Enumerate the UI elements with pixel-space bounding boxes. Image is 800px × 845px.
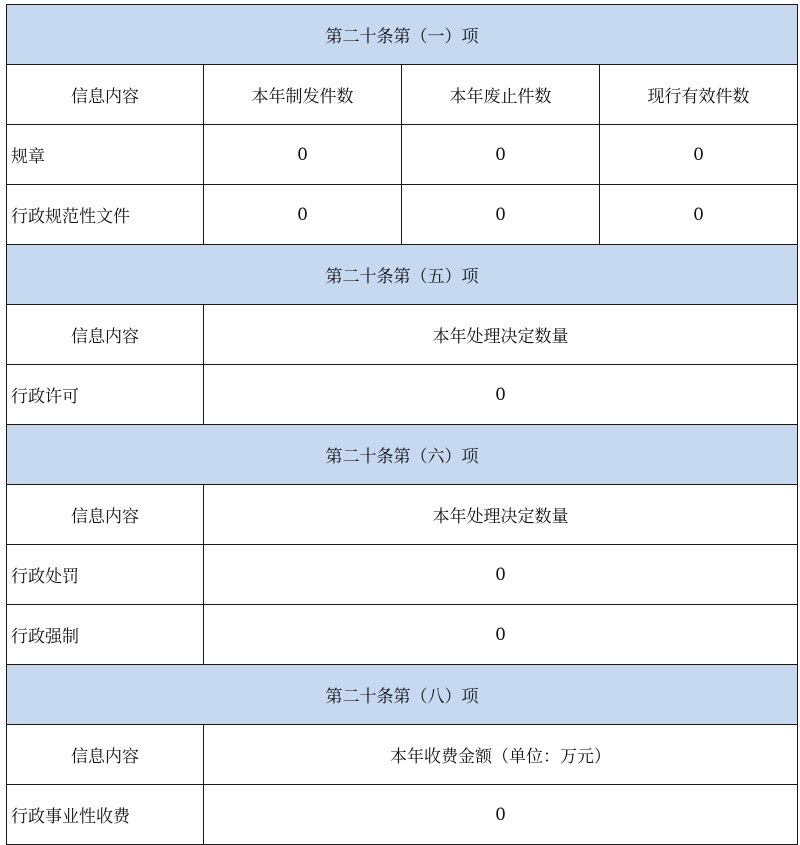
- section-header-row: [7, 5, 798, 65]
- cell-value: 0: [204, 785, 798, 845]
- table-row: [7, 185, 798, 245]
- column-header-info: 信息内容: [7, 725, 204, 785]
- section-title: 第二十条第（一）项: [7, 5, 798, 65]
- table-row: [7, 545, 798, 605]
- column-header-row: [7, 725, 798, 785]
- table-row: [7, 785, 798, 845]
- column-header-row: [7, 485, 798, 545]
- section-title: 第二十条第（八）项: [7, 665, 798, 725]
- column-header-decisions: 本年处理决定数量: [204, 305, 798, 365]
- disclosure-table: [6, 4, 798, 845]
- cell-value: 0: [402, 125, 600, 185]
- column-header-info: 信息内容: [7, 485, 204, 545]
- column-header-info: 信息内容: [7, 65, 204, 125]
- section-title: 第二十条第（六）项: [7, 425, 798, 485]
- column-header-issued: 本年制发件数: [204, 65, 402, 125]
- column-header-valid: 现行有效件数: [600, 65, 798, 125]
- cell-value: 0: [204, 365, 798, 425]
- section-header-row: [7, 425, 798, 485]
- section-header-row: [7, 665, 798, 725]
- row-label: 规章: [7, 125, 204, 185]
- cell-value: 0: [204, 605, 798, 665]
- column-header-row: [7, 305, 798, 365]
- section-title: 第二十条第（五）项: [7, 245, 798, 305]
- cell-value: 0: [600, 125, 798, 185]
- column-header-abolished: 本年废止件数: [402, 65, 600, 125]
- row-label: 行政强制: [7, 605, 204, 665]
- column-header-row: [7, 65, 798, 125]
- column-header-fees: 本年收费金额（单位：万元）: [204, 725, 798, 785]
- cell-value: 0: [204, 125, 402, 185]
- row-label: 行政许可: [7, 365, 204, 425]
- column-header-info: 信息内容: [7, 305, 204, 365]
- cell-value: 0: [204, 185, 402, 245]
- table-row: [7, 365, 798, 425]
- cell-value: 0: [204, 545, 798, 605]
- table-row: [7, 125, 798, 185]
- table-row: [7, 605, 798, 665]
- cell-value: 0: [600, 185, 798, 245]
- row-label: 行政事业性收费: [7, 785, 204, 845]
- column-header-decisions: 本年处理决定数量: [204, 485, 798, 545]
- cell-value: 0: [402, 185, 600, 245]
- section-header-row: [7, 245, 798, 305]
- row-label: 行政规范性文件: [7, 185, 204, 245]
- row-label: 行政处罚: [7, 545, 204, 605]
